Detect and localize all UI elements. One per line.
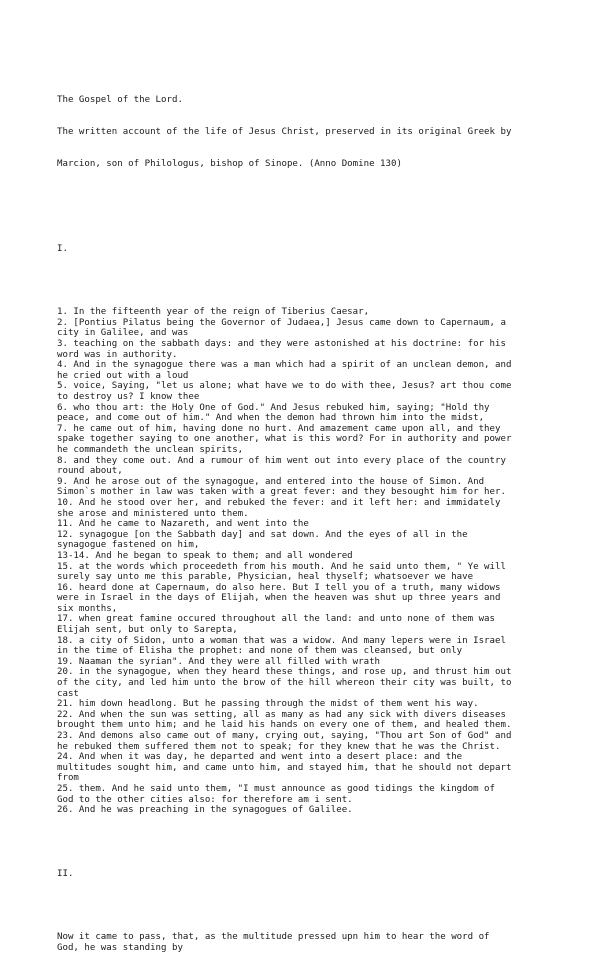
text-line: 26. And he was preaching in the synagogues of Galilee. xyxy=(57,805,353,816)
text-line: 9. And he arose out of the synagogue, and entered into the house of Simon. And xyxy=(57,476,485,487)
text-line: 12. synagogue [on the Sabbath day] and sat down. And the eyes of all in the xyxy=(57,529,468,540)
text-line: 10. And he stood over her, and rebuked the fever: and it left her: and immidately xyxy=(57,497,501,508)
text-line: of the city, and led him unto the brow of the hill whereon their city was built, to xyxy=(57,678,512,689)
text-line: Simon`s mother in law was taken with a great fever: and they besought him for her. xyxy=(57,487,506,498)
text-line: 6. who thou art: the Holy One of God." And Jesus rebuked him, saying; "Hold thy xyxy=(57,402,490,413)
text-line: 20. in the synagogue, when they heard these things, and rose up, and thrust him out xyxy=(57,667,512,678)
section-1-body xyxy=(57,307,597,816)
text-line: 21. him down headlong. But he passing through the midst of them went his way. xyxy=(57,699,479,710)
header-title: The Gospel of the Lord. xyxy=(57,95,183,106)
text-line: 19. Naaman the syrian". And they were all filled with wrath xyxy=(57,656,381,667)
text-line: 18. a city of Sidon, unto a woman that was a widow. And many lepers were in Israel xyxy=(57,635,506,646)
document-page xyxy=(57,53,597,964)
text-line: to destroy us? I know thee xyxy=(57,392,200,402)
section-heading: II. xyxy=(57,868,74,879)
document-header xyxy=(57,74,597,191)
header-subtitle-line: The written account of the life of Jesus Christ, preserved in its original Greek by xyxy=(57,127,512,138)
text-line: 24. And when it was day, he departed and went into a desert place: and the xyxy=(57,752,463,763)
text-line: 5. voice, Saying, "let us alone; what have we to do with thee, Jesus? art thou come xyxy=(57,381,512,392)
text-line: brought them unto him; and he laid his hands on every one of them, and healed them. xyxy=(57,720,512,731)
text-line: he commandeth the unclean spirits, xyxy=(57,444,244,455)
section-2-body xyxy=(57,932,597,953)
text-line: word was in authority. xyxy=(57,349,178,360)
text-line: city in Galilee, and was xyxy=(57,328,189,339)
text-line: spake together saying to one another, what is this word? For in authority and power xyxy=(57,434,512,445)
text-line: from xyxy=(57,773,79,784)
text-line: surely say unto me this parable, Physician, heal thyself; whatsoever we have xyxy=(57,572,474,583)
text-line: 15. at the words which proceedeth from his mouth. And he said unto them, " Ye will xyxy=(57,561,506,572)
text-line: 8. and they come out. And a rumour of him went out into every place of the country xyxy=(57,455,506,466)
header-subtitle-line: Marcion, son of Philologus, bishop of Sinope. (Anno Domine 130) xyxy=(57,158,402,169)
text-line: 23. And demons also came out of many, crying out, saying, "Thou art Son of God" and xyxy=(57,731,512,741)
text-line: he rebuked them suffered them not to speak; for they knew that he was the Christ. xyxy=(57,741,501,752)
text-line: 7. he came out of him, having done no hurt. And amazement came upon all, and they xyxy=(57,423,501,434)
text-line: 3. teaching on the sabbath days: and they were astonished at his doctrine: for his xyxy=(57,339,506,350)
text-line: in the time of Elisha the prophet: and none of them was cleansed, but only xyxy=(57,646,463,657)
text-line: round about, xyxy=(57,466,123,477)
text-line: 2. [Pontius Pilatus being the Governor of Judaea,] Jesus came down to Capernaum, a xyxy=(57,317,506,328)
text-line: 1. In the fifteenth year of the reign of Tiberius Caesar, xyxy=(57,307,370,318)
text-line: synagogue fastened on him, xyxy=(57,540,200,551)
text-line: were in Israel in the days of Elijah, when the heaven was shut up three years and xyxy=(57,593,501,604)
text-line: multitudes sought him, and came unto him, and stayed him, that he should not depart xyxy=(57,762,512,773)
text-line: God, he was standing by xyxy=(57,942,183,953)
text-line: peace, and come out of him." And when the demon had thrown him into the midst, xyxy=(57,413,485,424)
text-line: he cried out with a loud xyxy=(57,370,189,381)
text-line: 13-14. And he began to speak to them; and all wondered xyxy=(57,550,353,561)
text-line: 4. And in the synagogue there was a man which had a spirit of an unclean demon, and xyxy=(57,360,512,371)
text-line: she arose and ministered unto them. xyxy=(57,508,249,519)
text-line: six months, xyxy=(57,603,118,614)
text-line: Elijah sent, but only to Sarepta, xyxy=(57,625,238,636)
text-line: 16. heard done at Capernaum, do also here. But I tell you of a truth, many widows xyxy=(57,582,501,593)
text-line: cast xyxy=(57,688,79,699)
text-line: 25. them. And he said unto them, "I must announce as good tidings the kingdom of xyxy=(57,783,495,794)
text-line: 22. And when the sun was setting, all as many as had any sick with divers diseases xyxy=(57,709,506,720)
section-heading: I. xyxy=(57,243,68,254)
text-line: God to the other cities also: for therefore am i sent. xyxy=(57,794,353,805)
text-line: 17. when great famine occured throughout all the land: and unto none of them was xyxy=(57,614,495,625)
text-line: 11. And he came to Nazareth, and went into the xyxy=(57,519,309,530)
text-line: Now it came to pass, that, as the multitude pressed upn him to hear the word of xyxy=(57,932,490,943)
